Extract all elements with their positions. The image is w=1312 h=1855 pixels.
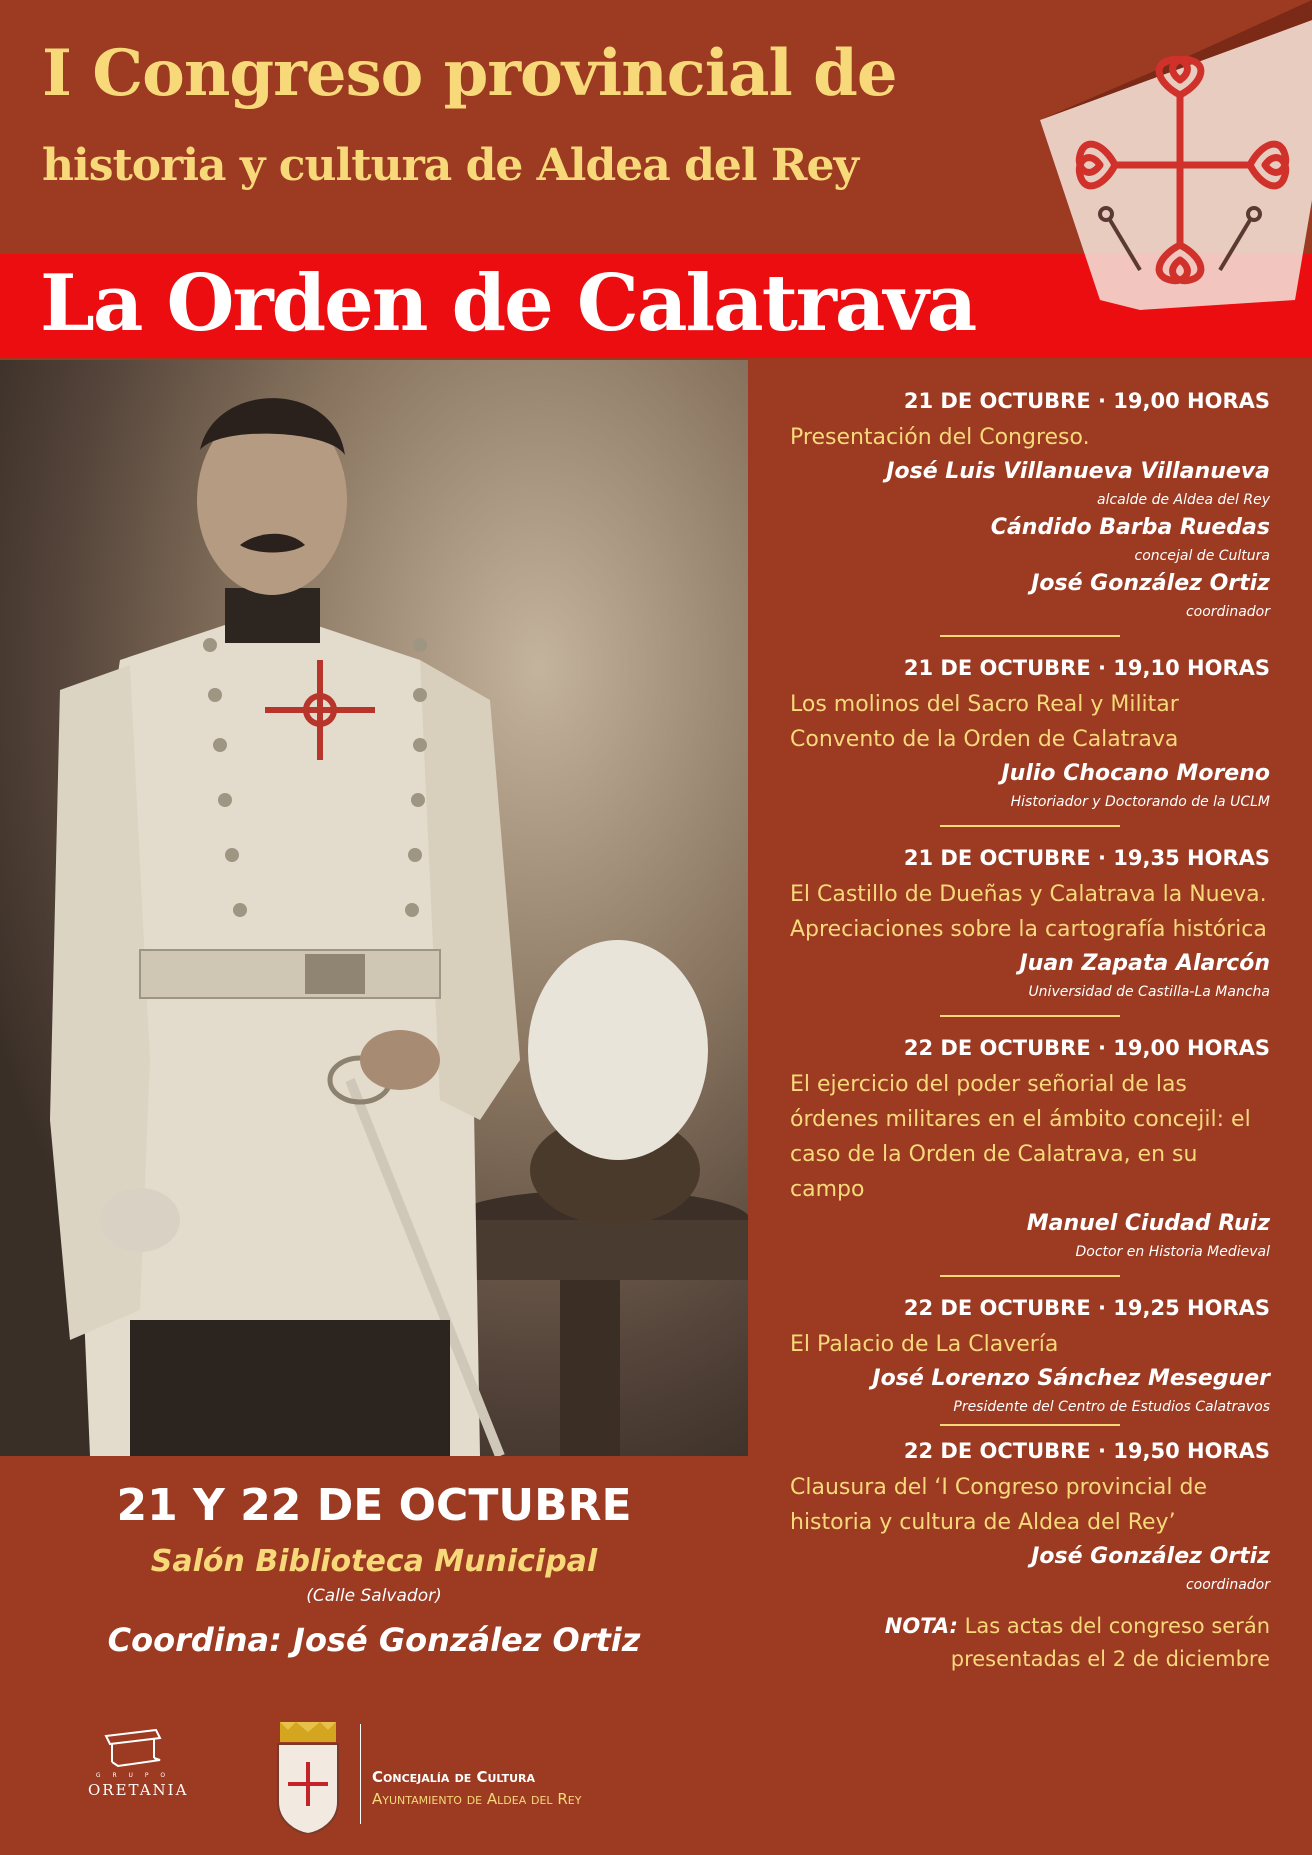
session [790,1432,1270,1596]
event-info [0,1478,748,1664]
oretania-text: ORETANIA [88,1781,189,1799]
title-line-2: historia y cultura de Aldea del Rey [42,140,859,191]
session-date: 22 DE OCTUBRE · 19,25 HORAS [903,1296,1270,1320]
divider [940,825,1120,827]
speaker-role: alcalde de Aldea del Rey [1097,492,1270,508]
concejalia-text [372,1766,581,1810]
note [790,1610,1270,1676]
note-label: NOTA: [884,1614,958,1638]
session [790,839,1270,1003]
title-line-1: I Congreso provincial de [42,36,897,111]
speaker-name: Julio Chocano Moreno [1001,761,1270,786]
session-date: 21 DE OCTUBRE · 19,10 HORAS [903,656,1270,680]
session [790,382,1270,623]
session-title: El ejercicio del poder señorial de las órdenes militares en el ámbito concejil: el caso de la Orden de Calatrava, en su campo [790,1072,1251,1202]
speaker-name: José González Ortiz [1031,1544,1270,1569]
speaker-role: Doctor en Historia Medieval [1075,1244,1270,1260]
event-coordinator: Coordina: José González Ortiz [107,1621,641,1659]
session-date: 21 DE OCTUBRE · 19,35 HORAS [903,846,1270,870]
speaker-name: José Lorenzo Sánchez Meseguer [872,1366,1270,1391]
program-list [790,382,1270,1676]
divider [940,1424,1120,1426]
calatrava-cross-icon [1000,0,1312,360]
speaker-role: coordinador [1185,604,1270,620]
logo-divider [360,1724,361,1824]
divider [940,1015,1120,1017]
oretania-logo-icon [98,1718,168,1768]
portrait-photo [0,360,748,1456]
speaker-name: Cándido Barba Ruedas [990,515,1270,540]
speaker-role: Universidad de Castilla-La Mancha [1028,984,1270,1000]
concejalia-line-1: Concejalía de Cultura [372,1768,536,1786]
speaker-role: coordinador [1185,1577,1270,1593]
speaker-role: Presidente del Centro de Estudios Calatravos [953,1399,1270,1415]
speaker-name: José Luis Villanueva Villanueva [886,459,1270,484]
divider [940,635,1120,637]
oretania-logo [88,1718,189,1799]
speaker-role: concejal de Cultura [1134,548,1270,564]
event-dates: 21 Y 22 DE OCTUBRE [116,1480,632,1531]
divider [940,1275,1120,1277]
session-title: Presentación del Congreso. [790,425,1090,450]
session-date: 22 DE OCTUBRE · 19,00 HORAS [903,1036,1270,1060]
speaker-name: Juan Zapata Alarcón [1019,951,1270,976]
main-title: La Orden de Calatrava [40,258,976,349]
session-title: Los molinos del Sacro Real y Militar Convento de la Orden de Calatrava [790,692,1179,752]
town-shield-icon [270,1722,346,1834]
session-title: El Palacio de La Clavería [790,1332,1059,1357]
session [790,1029,1270,1263]
session-title: El Castillo de Dueñas y Calatrava la Nueva. Apreciaciones sobre la cartografía histórica [790,882,1267,942]
speaker-name: Manuel Ciudad Ruiz [1026,1211,1270,1236]
concejalia-line-2: Ayuntamiento de Aldea del Rey [372,1790,582,1808]
event-venue: Salón Biblioteca Municipal [150,1544,598,1579]
session [790,649,1270,813]
session-date: 22 DE OCTUBRE · 19,50 HORAS [903,1439,1270,1463]
speaker-name: José González Ortiz [1031,571,1270,596]
speaker-role: Historiador y Doctorando de la UCLM [1010,794,1270,810]
note-text: Las actas del congreso serán presentadas el 2 de diciembre [950,1614,1270,1671]
session-title: Clausura del ‘I Congreso provincial de historia y cultura de Aldea del Rey’ [790,1475,1208,1535]
oretania-small-text: G R U P O [95,1772,171,1779]
event-street: (Calle Salvador) [306,1586,442,1606]
session [790,1289,1270,1418]
session-date: 21 DE OCTUBRE · 19,00 HORAS [903,389,1270,413]
